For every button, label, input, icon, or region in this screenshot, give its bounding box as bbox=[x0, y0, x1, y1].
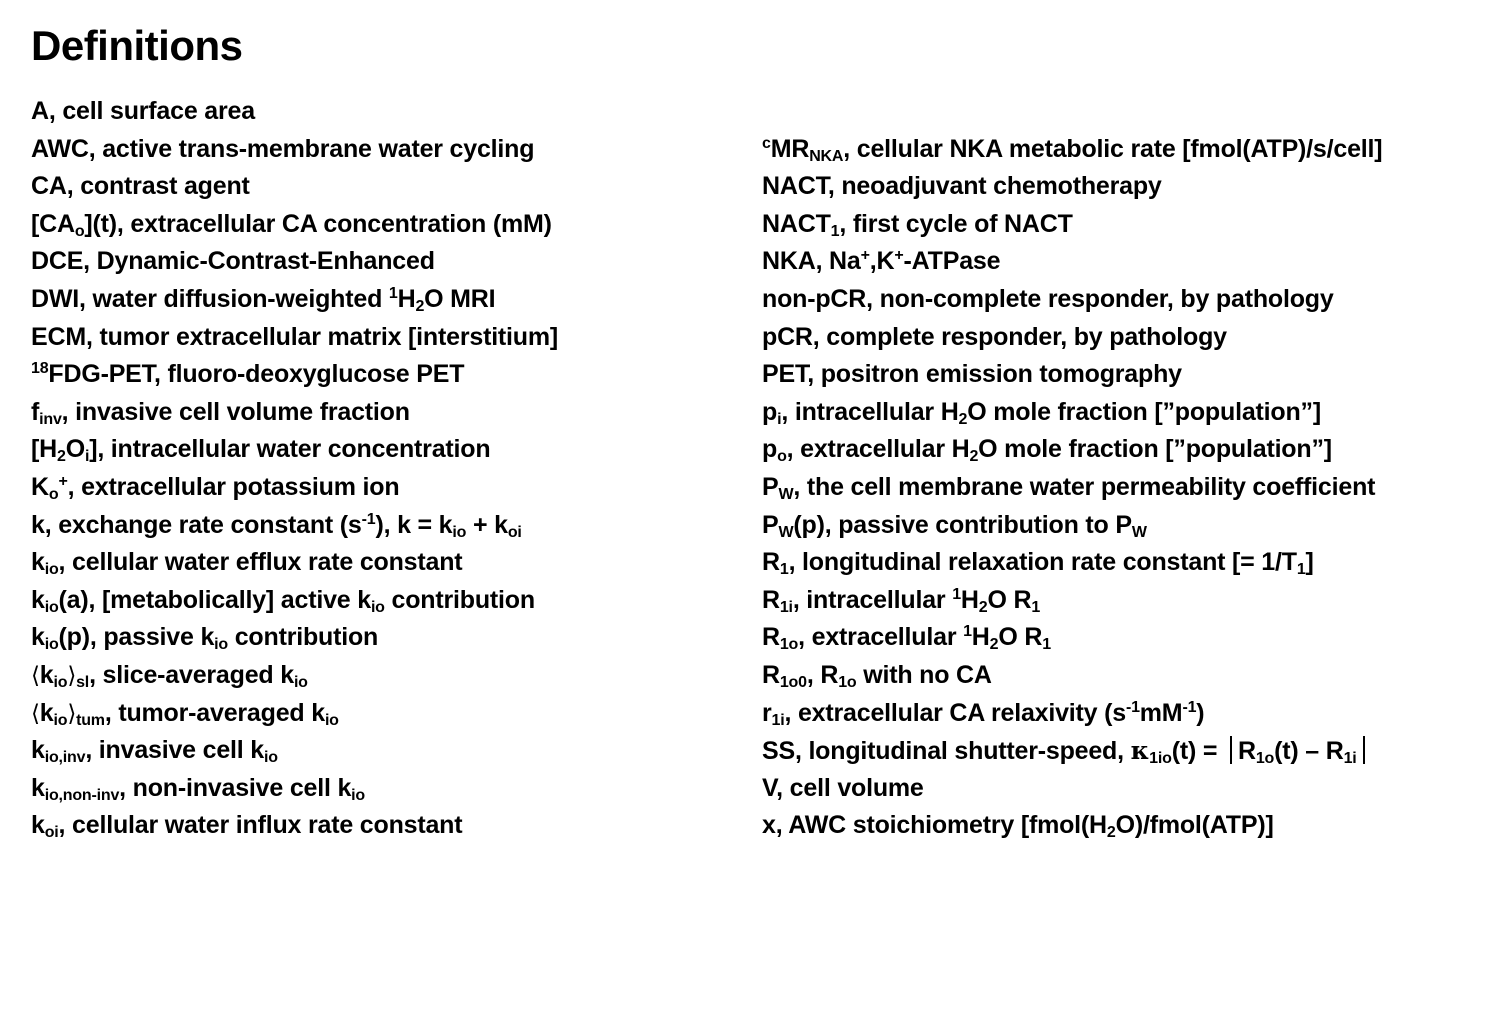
definition-cao: $[CA_o](t)$, extracellular CA concentration (mM) bbox=[31, 209, 552, 240]
definition-kio-passive: $k_{io}(p)$, passive $k_{io}$ contribution bbox=[31, 623, 379, 654]
definition-r1o0: $R_{1o0}$, $R_{1o}$ with no CA bbox=[762, 660, 992, 691]
definition-kio-tumor: $⟨k_{io}⟩_{tum}$, tumor-averaged $k_{io}$ bbox=[31, 698, 339, 729]
abs-bar-right bbox=[1363, 736, 1365, 764]
definition-kio-noninv: $k_{io,non-inv}$, non-invasive cell $k_{io}$ bbox=[31, 773, 365, 804]
definitions-left-column bbox=[31, 93, 558, 845]
definition-v: V, cell volume bbox=[762, 773, 924, 802]
definition-r1: $R_1$, longitudinal relaxation rate constant [= $1/T_1$] bbox=[762, 548, 1314, 579]
definition-pw: $P_W$, the cell membrane water permeability coefficient bbox=[762, 472, 1376, 503]
definition-cmr-nka: $^cMR_{NKA}$, cellular NKA metabolic rate [fmol(ATP)/s/cell] bbox=[762, 134, 1383, 165]
definitions-right-column bbox=[762, 93, 1382, 845]
definition-kio: $k_{io}$, cellular water efflux rate constant bbox=[31, 548, 463, 579]
page-title: Definitions bbox=[31, 22, 243, 69]
definition-ko: $K_o^+$, extracellular potassium ion bbox=[31, 472, 400, 503]
column-spacer bbox=[762, 93, 1382, 131]
definition-r1o: $R_{1o}$, extracellular $^1H_2O$ $R_1$ bbox=[762, 623, 1051, 654]
definition-h2oi: $[H_2O_i]$, intracellular water concentration bbox=[31, 435, 491, 466]
definition-dce: DCE, Dynamic-Contrast-Enhanced bbox=[31, 247, 435, 276]
definition-a: A, cell surface area bbox=[31, 97, 255, 125]
definition-po: $p_o$, extracellular $H_2O$ mole fraction [”population”] bbox=[762, 435, 1332, 466]
definition-kio-active: $k_{io}(a)$, [metabolically] active $k_{io}$ contribution bbox=[31, 585, 535, 616]
definition-pcr: pCR, complete responder, by pathology bbox=[762, 322, 1227, 351]
definition-finv: $f_{inv}$, invasive cell volume fraction bbox=[31, 397, 410, 428]
definition-x: x, AWC stoichiometry $[fmol(H_2O)/fmol(ATP)]$ bbox=[762, 811, 1274, 842]
definition-nact: NACT, neoadjuvant chemotherapy bbox=[762, 172, 1162, 201]
definition-awc: AWC, active trans-membrane water cycling bbox=[31, 134, 535, 163]
definition-kio-slice: $⟨k_{io}⟩_{sl}$, slice-averaged $k_{io}$ bbox=[31, 660, 308, 691]
definition-pet: PET, positron emission tomography bbox=[762, 360, 1182, 389]
definition-fdg-pet: $^{18}$FDG-PET, fluoro-deoxyglucose PET bbox=[31, 360, 465, 389]
definition-non-pcr: non-pCR, non-complete responder, by pathology bbox=[762, 284, 1334, 313]
definition-pw-passive: $P_W(p)$, passive contribution to $P_W$ bbox=[762, 510, 1147, 541]
definition-r1i: $R_{1i}$, intracellular $^1H_2O$ $R_1$ bbox=[762, 585, 1041, 616]
abs-bar-left bbox=[1230, 736, 1232, 764]
definition-ca: CA, contrast agent bbox=[31, 172, 250, 201]
definition-nka: NKA, Na+,K+-ATPase bbox=[762, 247, 1001, 276]
definition-pi: $p_i$, intracellular $H_2O$ mole fraction [”population”] bbox=[762, 397, 1321, 428]
definition-k: k, exchange rate constant $(s^{-1})$, $k = k_{io} + k_{oi}$ bbox=[31, 510, 522, 541]
definition-nact1: $NACT_1$, first cycle of NACT bbox=[762, 209, 1073, 240]
definition-r1i-relaxivity: $r_{1i}$, extracellular CA relaxivity $(s^{-1}mM^{-1})$ bbox=[762, 698, 1205, 729]
definition-ss: SS, longitudinal shutter-speed, $\kappa_{1io}(t) = R_{1o}(t) - R_{1i}$ bbox=[762, 732, 1382, 770]
definition-koi: $k_{oi}$, cellular water influx rate constant bbox=[31, 811, 463, 842]
definition-ecm: ECM, tumor extracellular matrix [interstitium] bbox=[31, 322, 559, 351]
definition-dwi: DWI, water diffusion-weighted $^1H_2O$ MRI bbox=[31, 284, 496, 315]
definition-kio-inv: $k_{io,inv}$, invasive cell $k_{io}$ bbox=[31, 736, 278, 767]
